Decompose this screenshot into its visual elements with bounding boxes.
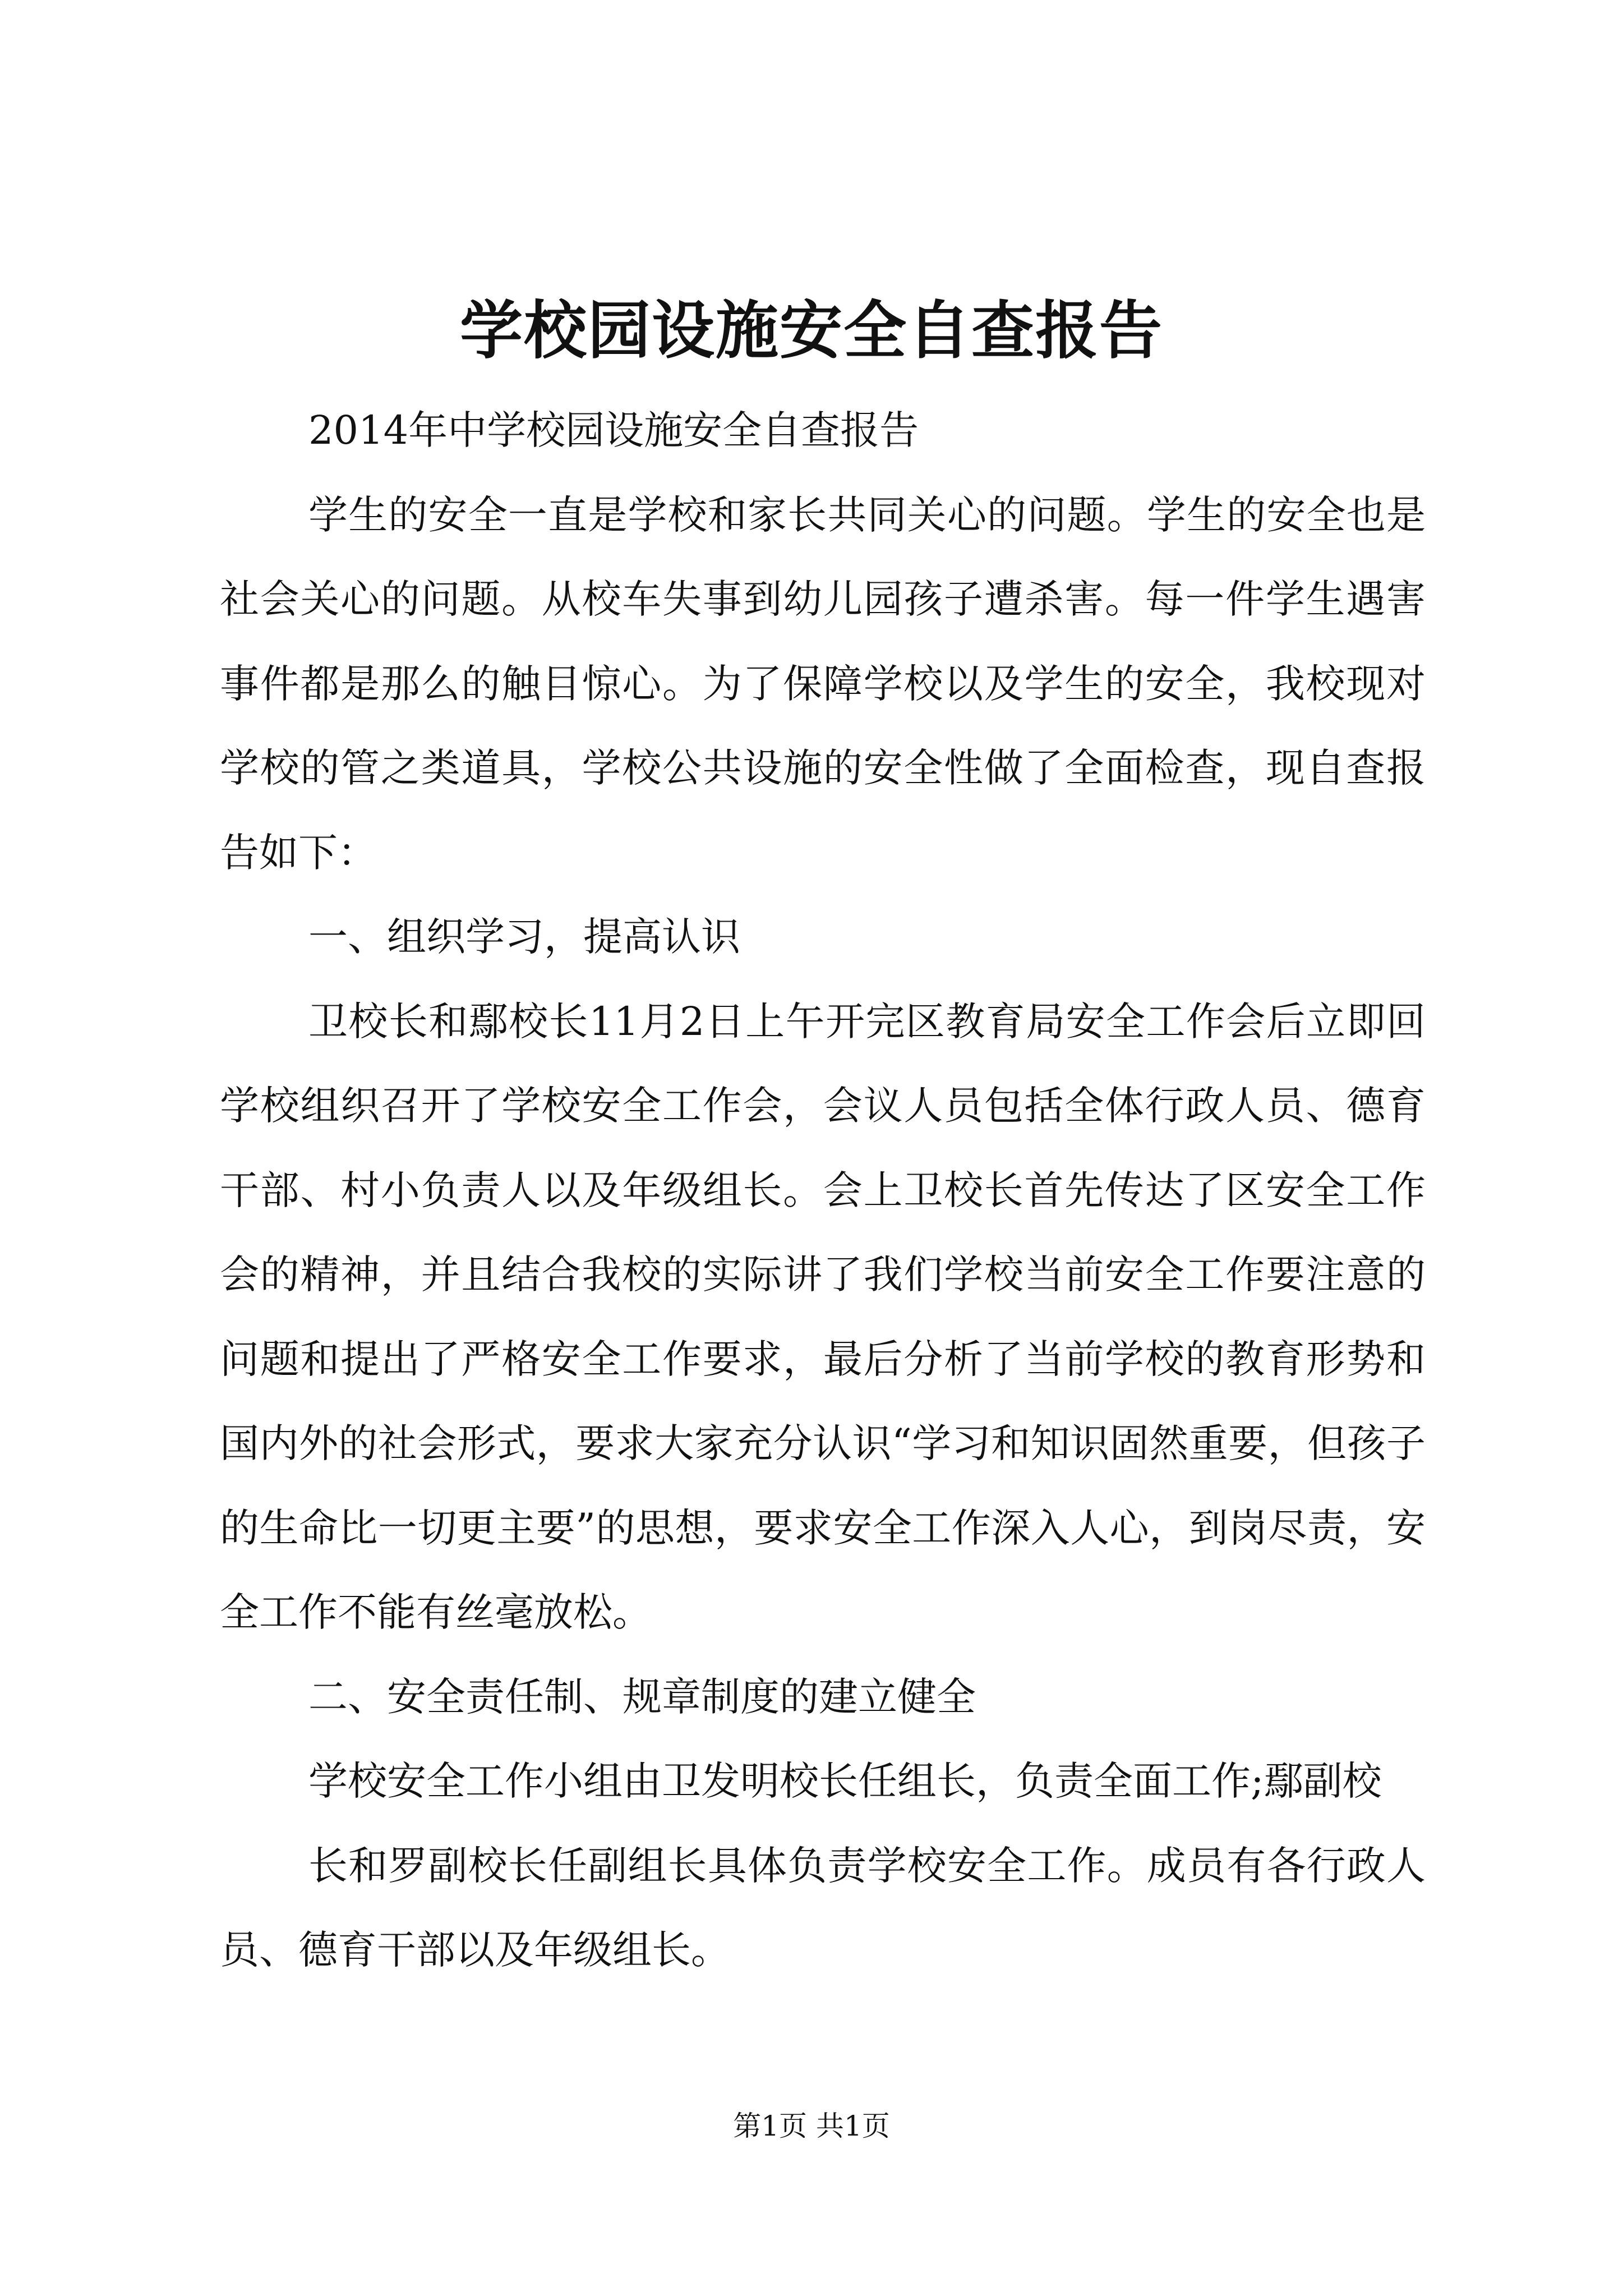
section-heading-2: 二、安全责任制、规章制度的建立健全 — [308, 1673, 976, 1720]
intro-paragraph: 学生的安全一直是学校和家长共同关心的问题。学生的安全也是社会关心的问题。从校车失事到幼儿园孩子遭杀害。每一件学生遇害事件都是那么的触目惊心。为了保障学校以及学生的安全，我校现对学校的管之类道具，学校公共设施的安全性做了全面检查，现自查报告如下： — [220, 491, 1426, 876]
section-2-paragraph-2: 长和罗副校长任副组长具体负责学校安全工作。成员有各行政人员、德育干部以及年级组长。 — [220, 1842, 1426, 1973]
section-heading-1: 一、组织学习，提高认识 — [308, 914, 740, 960]
document-title: 学校园设施安全自查报告 — [460, 294, 1163, 367]
page-footer: 第1页 共1页 — [733, 2110, 890, 2142]
subtitle-paragraph: 2014年中学校园设施安全自查报告 — [308, 407, 919, 453]
section-2-paragraph-1: 学校安全工作小组由卫发明校长任组长，负责全面工作;鄢副校 — [308, 1758, 1382, 1804]
section-1-paragraph: 卫校长和鄢校长11月2日上午开完区教育局安全工作会后立即回学校组织召开了学校安全工作会，会议人员包括全体行政人员、德育干部、村小负责人以及年级组长。会上卫校长首先传达了区安全工作会的精神，并且结合我校的实际讲了我们学校当前安全工作要注意的问题和提出了严格安全工作要求，最后分析了当前学校的教育形势和国内外的社会形式，要求大家充分认识“学习和知识固然重要，但孩子的生命比一切更主要”的思想，要求安全工作深入人心，到岗尽责，安全工作不能有丝毫放松。 — [220, 998, 1426, 1635]
document-body — [220, 388, 1426, 1993]
